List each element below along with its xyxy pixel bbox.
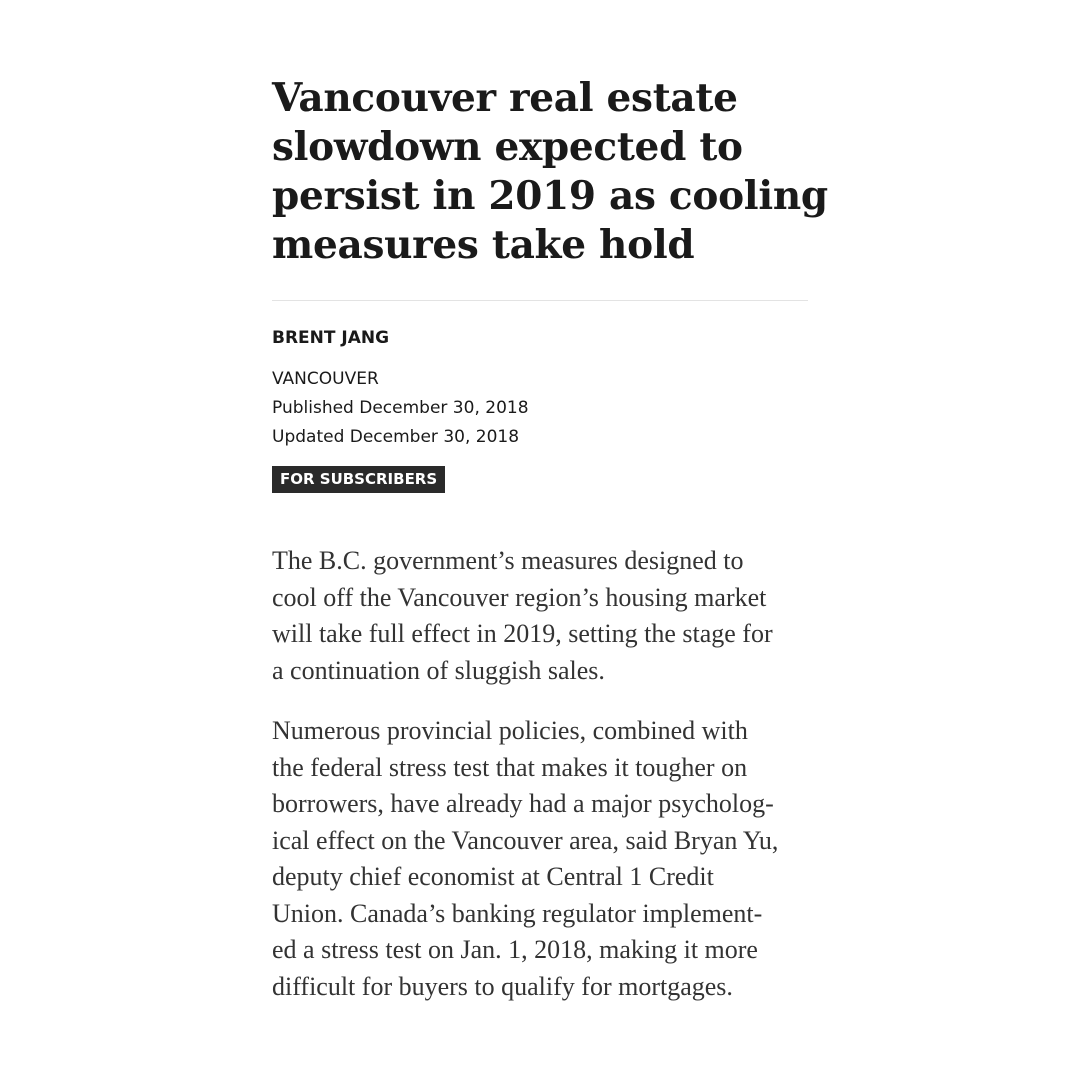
published-date: Published December 30, 2018 — [272, 398, 529, 418]
paragraph-line: ed a stress test on Jan. 1, 2018, making it more — [272, 935, 758, 964]
paragraph-line: borrowers, have already had a major psycholog- — [272, 789, 774, 818]
body-paragraph — [272, 713, 812, 1005]
paragraph-line: The B.C. government’s measures designed to — [272, 546, 744, 575]
paragraph-line: will take full effect in 2019, setting the stage for — [272, 619, 773, 648]
headline-divider — [272, 300, 808, 301]
paragraph-line: cool off the Vancouver region’s housing market — [272, 582, 767, 612]
updated-date: Updated December 30, 2018 — [272, 427, 520, 447]
headline-line: Vancouver real estate — [272, 75, 738, 121]
dateline: VANCOUVER — [272, 369, 379, 389]
article-body — [272, 543, 812, 1005]
paragraph-line: Union. Canada’s banking regulator implement- — [272, 898, 763, 928]
paragraph-line: difficult for buyers to qualify for mortgages. — [272, 971, 733, 1001]
article — [272, 72, 828, 1029]
paragraph-line: a continuation of sluggish sales. — [272, 655, 605, 685]
body-paragraph — [272, 543, 812, 689]
paragraph-line: the federal stress test that makes it tougher on — [272, 752, 748, 782]
author-byline[interactable]: BRENT JANG — [272, 328, 390, 348]
headline-line: persist in 2019 as cooling — [272, 173, 828, 219]
headline — [272, 72, 828, 270]
subscribers-badge: FOR SUBSCRIBERS — [272, 466, 445, 493]
paragraph-line: Numerous provincial policies, combined with — [272, 716, 748, 745]
headline-line: slowdown expected to — [272, 124, 743, 170]
paragraph-line: ical effect on the Vancouver area, said Bryan Yu, — [272, 825, 779, 855]
paragraph-line: deputy chief economist at Central 1 Credit — [272, 862, 714, 891]
headline-line: measures take hold — [272, 222, 695, 268]
